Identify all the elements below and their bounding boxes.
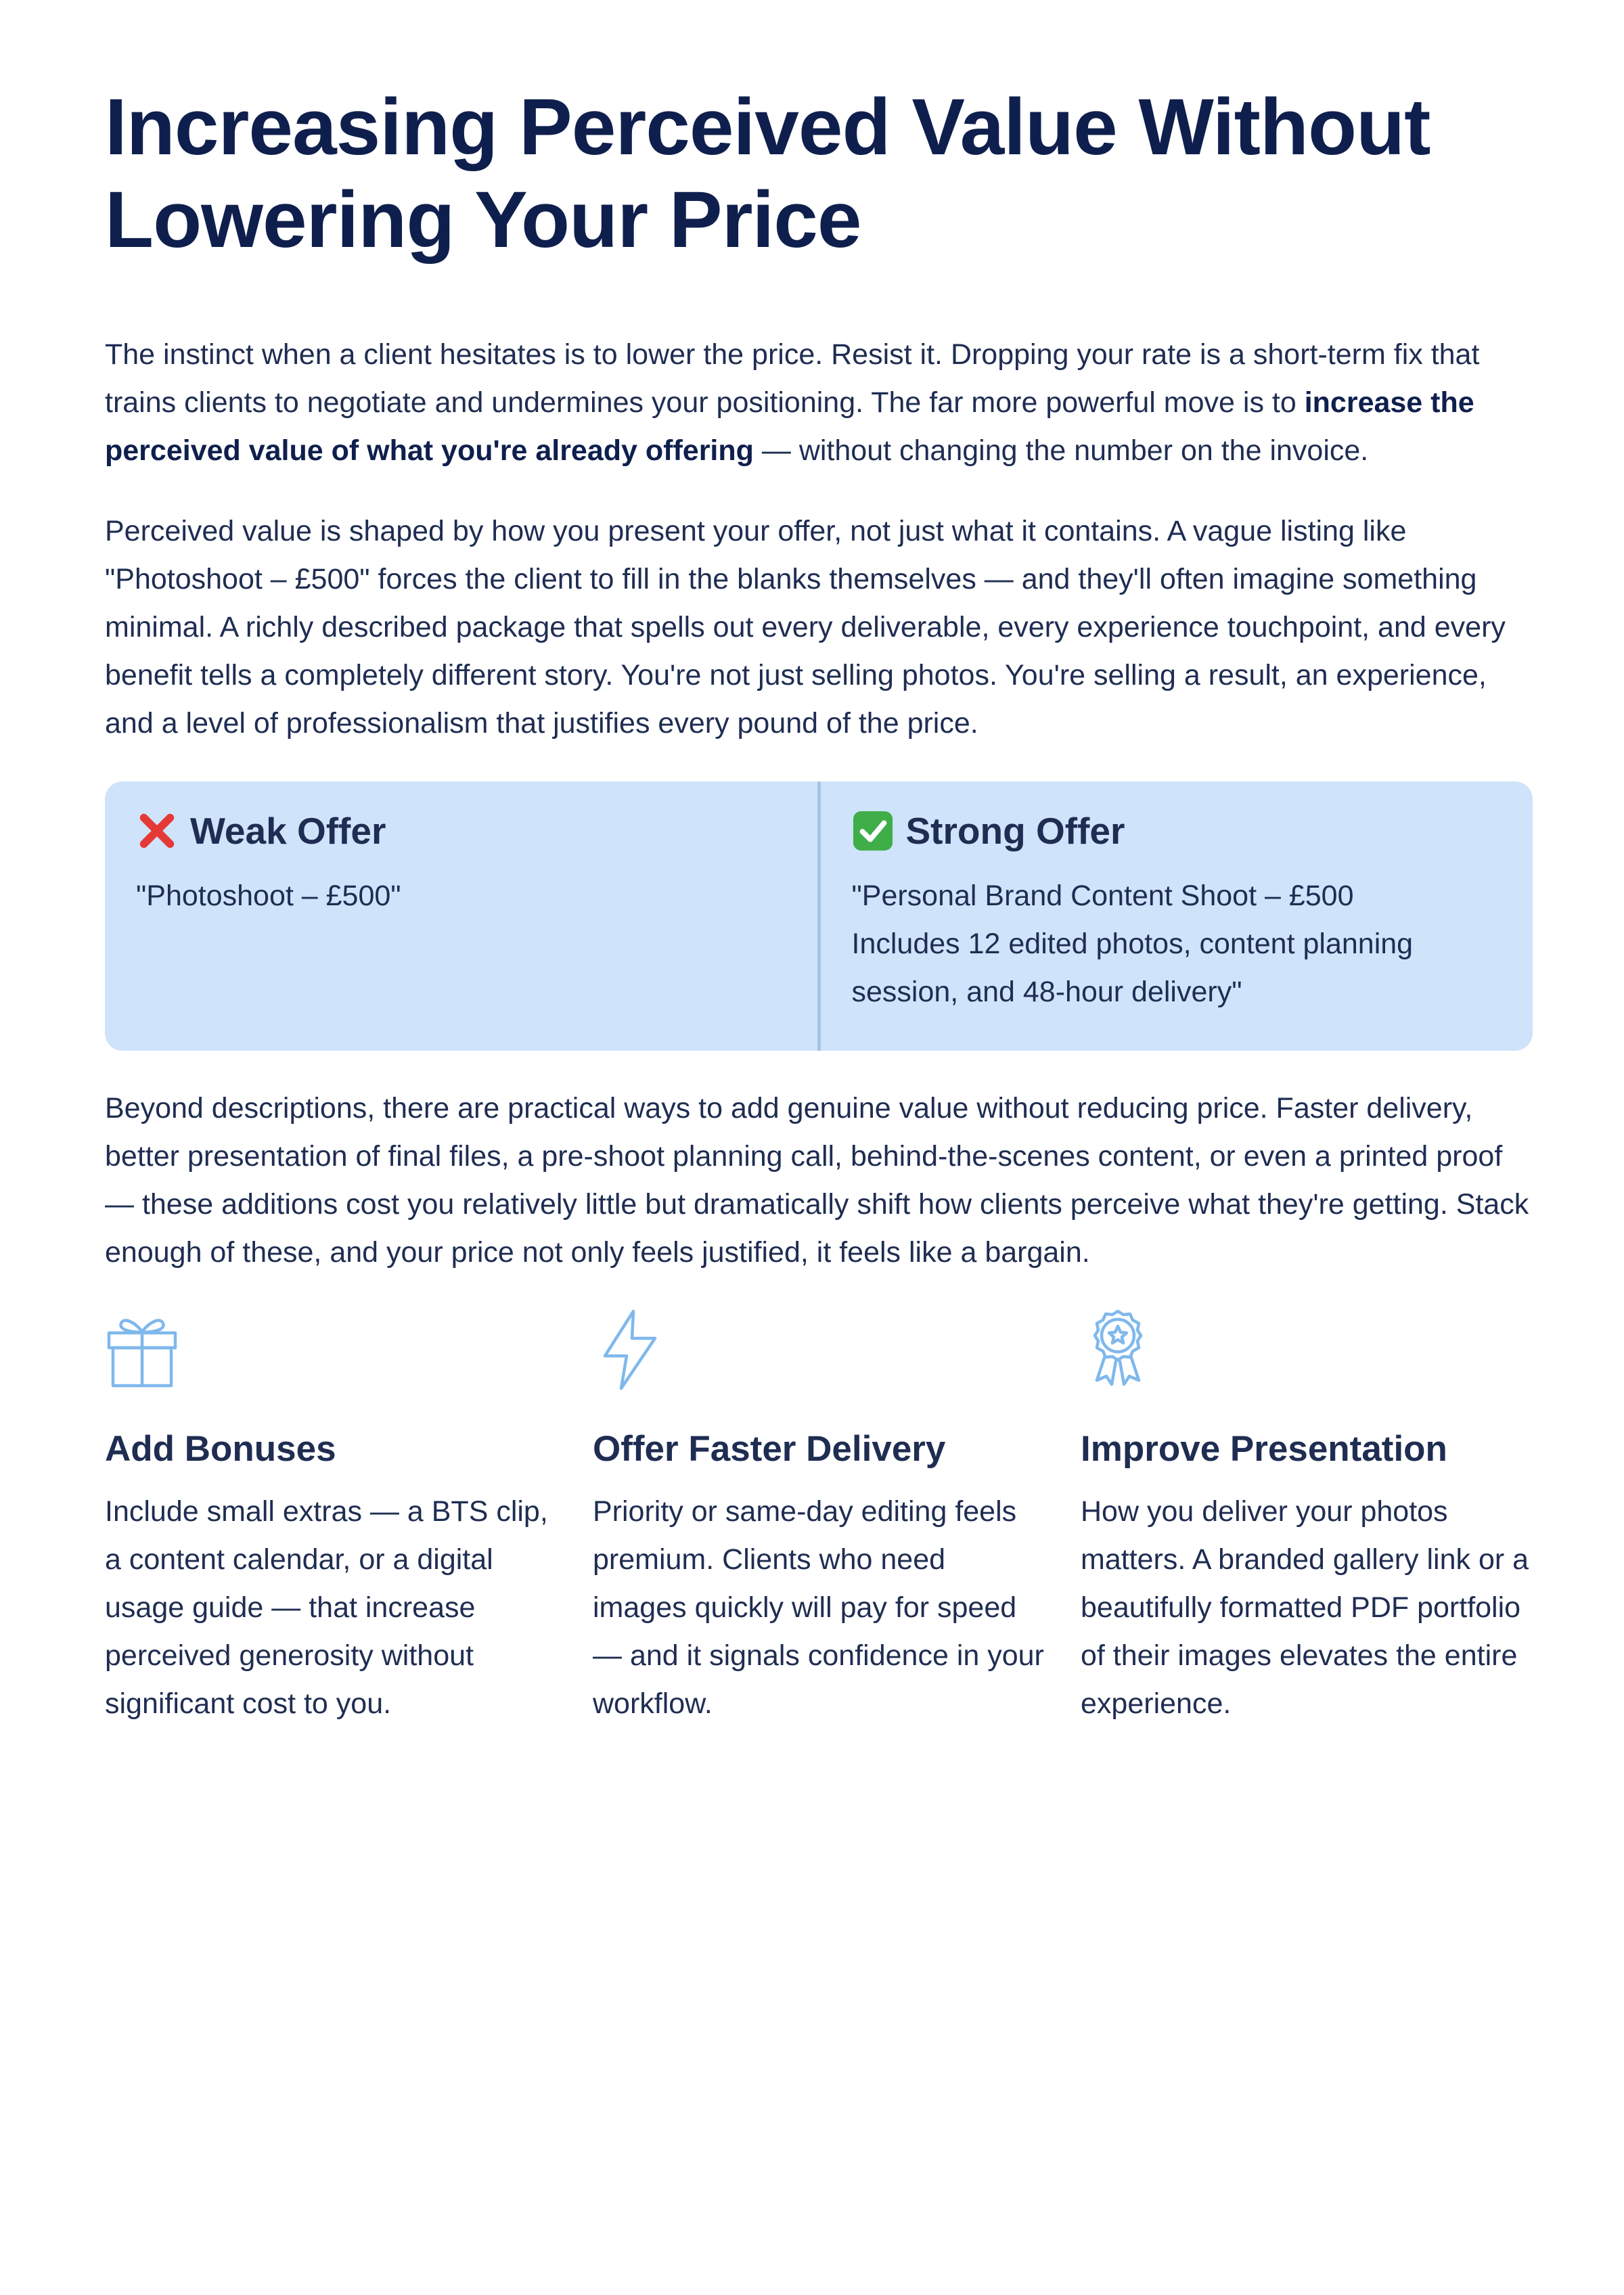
intro-emphasis: increase the perceived value of what you're already offering bbox=[105, 386, 1474, 467]
offer-comparison bbox=[105, 781, 1533, 1051]
weak-offer-card bbox=[105, 781, 817, 1051]
check-mark-icon bbox=[852, 810, 894, 852]
lightning-icon bbox=[593, 1307, 667, 1392]
feature-text: How you deliver your photos matters. A branded gallery link or a beautifully formatted PDF portfolio of their images elevates the entire experience. bbox=[1081, 1495, 1529, 1720]
page-title: Increasing Perceived Value Without Lowering Your Price bbox=[105, 83, 1430, 265]
feature-title: Offer Faster Delivery bbox=[593, 1429, 946, 1469]
cross-mark-icon bbox=[136, 810, 178, 852]
perceived-value-paragraph: Perceived value is shaped by how you present your offer, not just what it contains. A vague listing like "Photoshoot – £500" forces the client to fill in the blanks themselves — and they'll often imagine something minimal. A richly described package that spells out every deliverable, every experience touchpoint, and every benefit tells a completely different story. You're not just selling photos. You're selling a result, an experience, and a level of professionalism that justifies every pound of the price. bbox=[105, 515, 1506, 740]
strong-offer-card bbox=[817, 781, 1533, 1051]
practical-ways-paragraph: Beyond descriptions, there are practical ways to add genuine value without reducing price. Faster delivery, better presentation of final files, a pre-shoot planning call, behind-the-scenes content, or even a printed proof — these additions cost you relatively little but dramatically shift how clients perceive what they're getting. Stack enough of these, and your price not only feels justified, it feels like a bargain. bbox=[105, 1092, 1529, 1269]
feature-title: Add Bonuses bbox=[105, 1429, 336, 1469]
strong-offer-heading bbox=[852, 807, 1502, 855]
weak-offer-heading bbox=[136, 807, 786, 855]
intro-text-before: The instinct when a client hesitates is to lower the price. Resist it. Dropping your rate is a short-term fix that trains clients to negotiate and undermines your positioning. The far more powerful move is to bbox=[105, 338, 1480, 419]
intro-paragraph bbox=[105, 331, 1533, 475]
feature-title: Improve Presentation bbox=[1081, 1429, 1447, 1469]
strong-offer-text: "Personal Brand Content Shoot – £500 Includes 12 edited photos, content planning session, and 48-hour delivery" bbox=[851, 880, 1414, 1008]
feature-text: Include small extras — a BTS clip, a content calendar, or a digital usage guide — that increase perceived generosity without significant cost to you. bbox=[105, 1495, 548, 1720]
article bbox=[105, 81, 1533, 1728]
feature-faster-delivery bbox=[593, 1307, 1045, 1728]
weak-offer-text: "Photoshoot – £500" bbox=[136, 880, 401, 912]
feature-add-bonuses bbox=[105, 1307, 557, 1728]
feature-text: Priority or same-day editing feels premium. Clients who need images quickly will pay for speed — and it signals confidence in your workflow. bbox=[593, 1495, 1044, 1720]
weak-offer-title: Weak Offer bbox=[190, 810, 386, 852]
feature-improve-presentation bbox=[1081, 1307, 1533, 1728]
award-ribbon-icon bbox=[1081, 1307, 1155, 1392]
gift-icon bbox=[105, 1307, 179, 1392]
intro-text-after: — without changing the number on the invoice. bbox=[753, 434, 1369, 467]
strong-offer-title: Strong Offer bbox=[905, 810, 1125, 852]
feature-list bbox=[105, 1307, 1533, 1728]
